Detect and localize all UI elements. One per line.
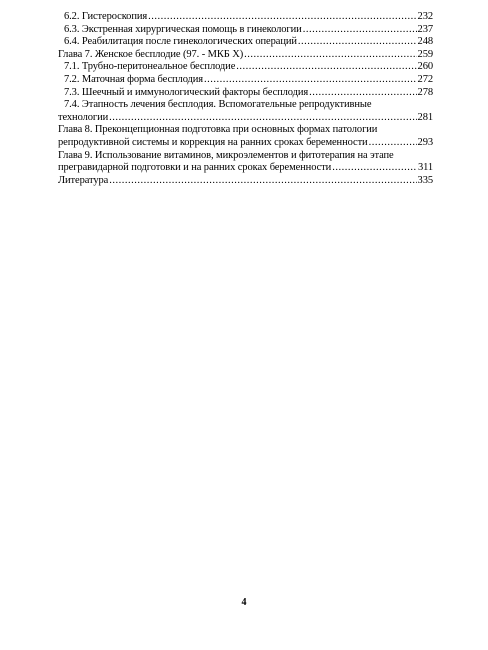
toc-entry-page: 260 xyxy=(417,61,433,73)
dot-leader xyxy=(148,11,416,24)
toc-entry-7-3 xyxy=(58,87,433,100)
toc-entry-7-2 xyxy=(58,74,433,87)
toc-entry-title: 7.3. Шеечный и иммунологический факторы бесплодия xyxy=(64,86,309,98)
toc-entry-page: 281 xyxy=(417,111,433,123)
toc-entry-chapter-8 xyxy=(58,137,433,150)
dot-leader xyxy=(236,61,416,74)
toc-entry-page: 237 xyxy=(417,23,433,35)
toc-entry-chapter-8-line1: Глава 8. Преконцепционная подготовка при основных формах патологии xyxy=(58,124,378,136)
dot-leader xyxy=(204,74,417,87)
toc-entry-page: 259 xyxy=(417,48,433,60)
toc-entry-chapter-9 xyxy=(58,162,433,175)
toc-entry-title: технологии xyxy=(58,111,109,123)
dot-leader xyxy=(332,162,417,175)
toc-entry-7-4-line1: 7.4. Этапность лечения бесплодия. Вспомогательные репродуктивные xyxy=(64,99,372,111)
toc-entry-title: Глава 7. Женское бесплодие (97. - МКБ X) xyxy=(58,48,244,60)
dot-leader xyxy=(309,87,416,100)
toc-entry-references xyxy=(58,175,433,188)
table-of-contents xyxy=(58,11,433,187)
toc-entry-title: репродуктивной системы и коррекция на ранних сроках беременности xyxy=(58,136,368,148)
toc-entry-page: 293 xyxy=(417,136,433,148)
toc-entry-7-4 xyxy=(58,112,433,125)
toc-entry-page: 272 xyxy=(417,73,433,85)
toc-entry-page: 311 xyxy=(417,162,433,174)
dot-leader xyxy=(109,112,416,125)
toc-entry-title: Литература xyxy=(58,174,109,186)
toc-entry-title: 6.2. Гистероскопия xyxy=(64,11,148,22)
toc-entry-page: 248 xyxy=(417,36,433,48)
toc-entry-title: 7.2. Маточная форма бесплодия xyxy=(64,73,204,85)
toc-entry-7-1 xyxy=(58,61,433,74)
toc-entry-page: 232 xyxy=(417,11,433,22)
toc-entry-chapter-7 xyxy=(58,49,433,62)
toc-entry-page: 278 xyxy=(417,86,433,98)
dot-leader xyxy=(298,36,417,49)
toc-entry-page: 335 xyxy=(417,174,433,186)
toc-entry-title: прегравидарной подготовки и на ранних сроках беременности xyxy=(58,162,332,174)
dot-leader xyxy=(109,175,416,188)
page-number: 4 xyxy=(241,597,247,608)
toc-entry-6-3 xyxy=(58,24,433,37)
toc-entry-6-4 xyxy=(58,36,433,49)
dot-leader xyxy=(244,49,416,62)
toc-entry-title: 7.1. Трубно-перитонеальное бесплодие xyxy=(64,61,236,73)
toc-entry-6-2 xyxy=(58,11,433,24)
toc-entry-title: 6.4. Реабилитация после гинекологических операций xyxy=(64,36,297,48)
dot-leader xyxy=(303,24,417,37)
dot-leader xyxy=(369,137,417,150)
toc-entry-chapter-9-line1: Глава 9. Использование витаминов, микроэлементов и фитотерапия на этапе xyxy=(58,149,394,161)
toc-entry-title: 6.3. Экстренная хирургическая помощь в гинекологии xyxy=(64,23,302,35)
